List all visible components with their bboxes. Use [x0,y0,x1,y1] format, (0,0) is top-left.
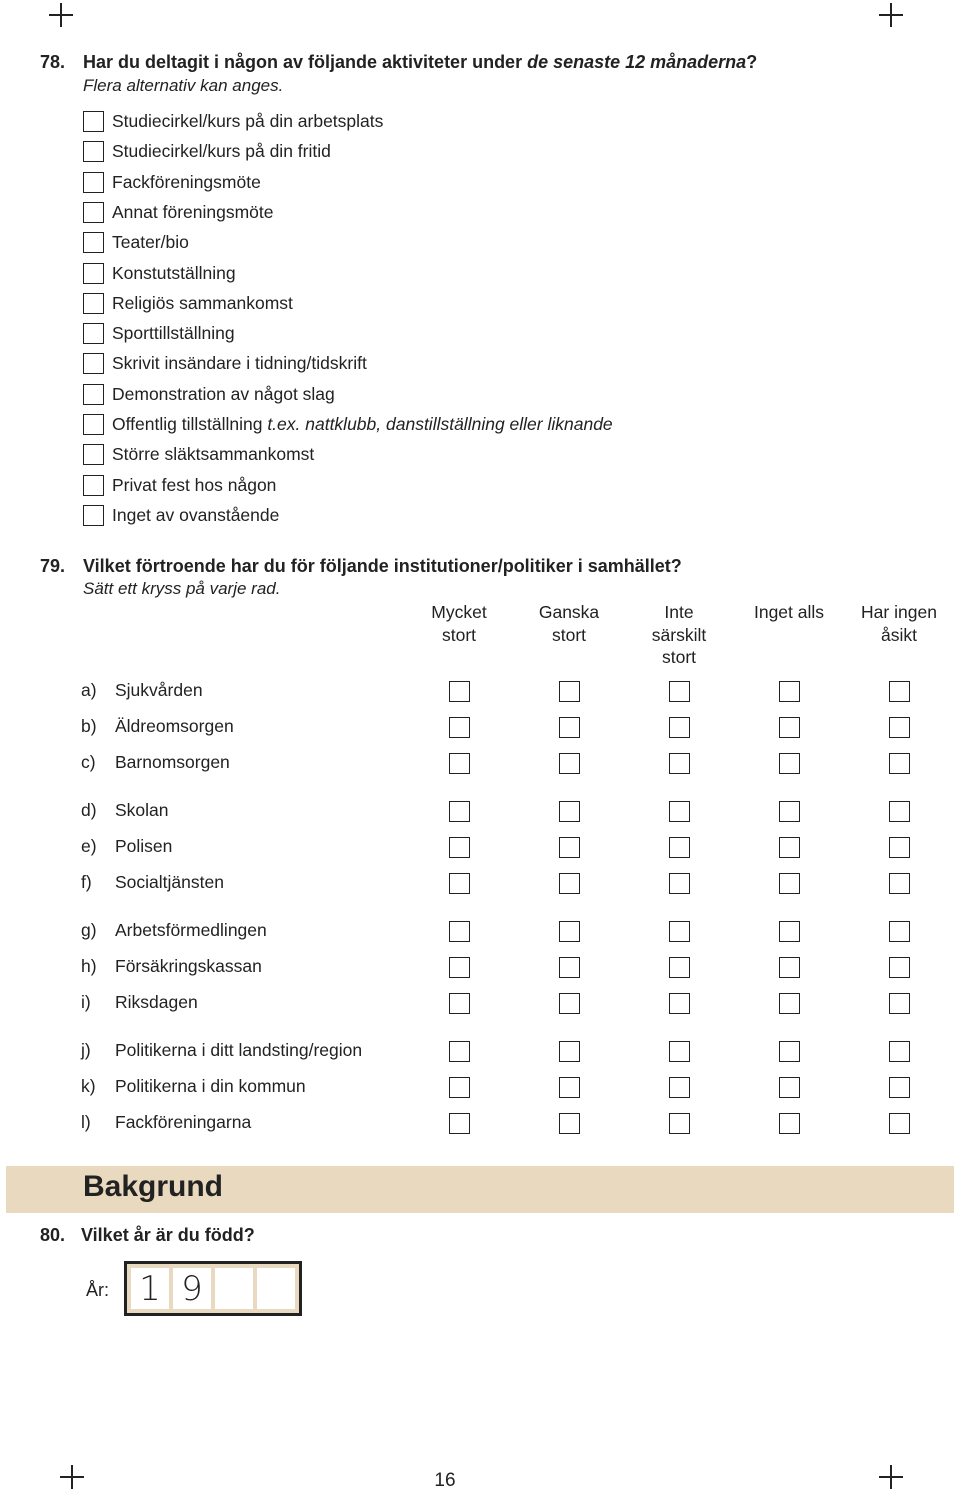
option-row[interactable] [83,412,613,436]
option-label-text: Demonstration av något slag [112,383,335,404]
option-row[interactable] [83,109,383,133]
row-letter: l) [81,1112,91,1132]
option-label [112,444,314,465]
year-digit-2[interactable]: 9 [173,1268,211,1309]
year-digit-3[interactable] [215,1268,253,1309]
option-label [112,202,274,223]
checkbox[interactable] [779,1113,800,1134]
row-label: Polisen [115,836,173,856]
column-header [404,601,514,646]
row-letter: c) [81,752,96,772]
checkbox[interactable] [449,1077,470,1098]
option-label [112,505,279,526]
checkbox[interactable] [559,717,580,738]
checkbox[interactable] [779,1077,800,1098]
row-letter: a) [81,680,97,700]
row-letter: b) [81,716,97,736]
checkbox[interactable] [779,717,800,738]
checkbox[interactable] [559,681,580,702]
checkbox[interactable] [889,1113,910,1134]
checkbox[interactable] [83,323,104,344]
column-header-line: stort [551,624,587,645]
checkbox[interactable] [449,717,470,738]
checkbox[interactable] [889,1077,910,1098]
option-row[interactable] [83,200,274,224]
checkbox[interactable] [449,957,470,978]
checkbox[interactable] [83,202,104,223]
checkbox[interactable] [779,873,800,894]
question-78-text-emphasis: de senaste 12 månaderna [527,52,747,72]
column-header [844,601,954,646]
row-label: Barnomsorgen [115,752,230,772]
checkbox[interactable] [83,293,104,314]
row-label: Äldreomsorgen [115,716,234,736]
checkbox[interactable] [449,1041,470,1062]
checkbox[interactable] [83,232,104,253]
row-letter: d) [81,800,97,820]
checkbox[interactable] [669,1077,690,1098]
column-header [514,601,624,646]
option-label [112,293,293,314]
question-80-text: Vilket år är du född? [81,1225,255,1245]
checkbox[interactable] [83,263,104,284]
checkbox[interactable] [83,353,104,374]
option-row[interactable] [83,503,279,527]
checkbox[interactable] [559,993,580,1014]
option-row[interactable] [83,442,314,466]
checkbox[interactable] [669,753,690,774]
checkbox[interactable] [889,873,910,894]
checkbox[interactable] [449,1113,470,1134]
checkbox[interactable] [779,1041,800,1062]
checkbox[interactable] [559,1113,580,1134]
column-header-line: Inte [664,602,694,622]
option-row[interactable] [83,321,235,345]
checkbox[interactable] [779,837,800,858]
row-label: Arbetsförmedlingen [115,920,267,940]
table-row [0,834,960,860]
checkbox[interactable] [449,801,470,822]
option-label [112,353,367,374]
checkbox[interactable] [669,681,690,702]
question-79-text: Vilket förtroende har du för följande institutioner/politiker i samhället? [83,556,682,576]
option-label-text: Fackföreningsmöte [112,171,261,192]
year-digit-1[interactable]: 1 [131,1268,169,1309]
row-letter: h) [81,956,97,976]
checkbox[interactable] [449,753,470,774]
checkbox[interactable] [559,873,580,894]
option-row[interactable] [83,230,189,254]
checkbox[interactable] [669,993,690,1014]
table-row [0,678,960,704]
checkbox[interactable] [559,957,580,978]
row-letter: j) [81,1040,91,1060]
checkbox[interactable] [559,921,580,942]
section-title: Bakgrund [83,1170,224,1203]
column-header-line: Mycket [431,602,487,622]
row-label: Fackföreningarna [115,1112,252,1132]
row-label: Sjukvården [115,680,203,700]
option-label-text: Teater/bio [112,231,189,252]
checkbox[interactable] [559,1041,580,1062]
column-header [624,601,734,669]
option-label-text: Inget av ovanstående [112,504,280,525]
option-row[interactable] [83,139,331,163]
checkbox[interactable] [889,1041,910,1062]
row-label: Försäkringskassan [115,956,262,976]
option-row[interactable] [83,473,276,497]
option-label [112,384,335,405]
option-label-text: Religiös sammankomst [112,292,293,313]
checkbox[interactable] [779,921,800,942]
row-label: Politikerna i din kommun [115,1076,306,1096]
option-row[interactable] [83,291,293,315]
option-label [112,414,613,435]
column-header-line: åsikt [881,624,917,645]
checkbox[interactable] [559,753,580,774]
registration-mark-top-left [49,3,73,27]
option-label-text: Studiecirkel/kurs på din fritid [112,140,331,161]
table-row [0,954,960,980]
registration-mark-bottom-right [879,1465,903,1489]
option-label-text: Skrivit insändare i tidning/tidskrift [112,352,367,373]
option-label [112,141,331,162]
option-label-example: t.ex. nattklubb, danstillställning eller liknande [267,413,613,434]
checkbox[interactable] [669,921,690,942]
checkbox[interactable] [83,444,104,465]
option-label-text: Offentlig tillställning [112,413,268,434]
question-78-text [83,52,757,73]
option-label-text: Konstutställning [112,262,236,283]
row-letter: e) [81,836,97,856]
option-label [112,232,189,253]
column-header-line: Inget alls [753,602,825,622]
table-row [0,714,960,740]
row-letter: k) [81,1076,96,1096]
table-row [0,1038,960,1064]
table-row [0,1110,960,1136]
checkbox[interactable] [83,141,104,162]
year-input-group [124,1261,302,1316]
checkbox[interactable] [889,993,910,1014]
question-80-number: 80. [40,1225,66,1245]
checkbox[interactable] [669,1113,690,1134]
checkbox[interactable] [83,414,104,435]
checkbox[interactable] [449,837,470,858]
checkbox[interactable] [889,681,910,702]
registration-mark-bottom-left [60,1465,84,1489]
row-label: Politikerna i ditt landsting/region [115,1040,363,1060]
checkbox[interactable] [559,1077,580,1098]
column-header [734,601,844,624]
checkbox[interactable] [779,753,800,774]
option-row[interactable] [83,170,261,194]
column-header-line: Har ingen [861,602,937,622]
row-label: Skolan [115,800,169,820]
checkbox[interactable] [83,111,104,132]
question-78-note: Flera alternativ kan anges. [83,76,284,95]
option-label-text: Privat fest hos någon [112,474,277,495]
checkbox[interactable] [779,801,800,822]
option-label-text: Större släktsammankomst [112,443,315,464]
checkbox[interactable] [83,384,104,405]
checkbox[interactable] [559,837,580,858]
question-79-note: Sätt ett kryss på varje rad. [83,579,281,598]
table-row [0,990,960,1016]
column-header-line: stort [661,647,697,667]
checkbox[interactable] [559,801,580,822]
table-row [0,798,960,824]
option-row[interactable] [83,382,335,406]
checkbox[interactable] [669,717,690,738]
checkbox[interactable] [83,505,104,526]
checkbox[interactable] [449,681,470,702]
question-78-text-prefix: Har du deltagit i någon av följande aktiviteter under [83,52,528,72]
row-label: Riksdagen [115,992,198,1012]
checkbox[interactable] [889,921,910,942]
option-label-text: Sporttillställning [112,322,235,343]
registration-mark-top-right [879,3,903,27]
row-label: Socialtjänsten [115,872,224,892]
checkbox[interactable] [669,837,690,858]
checkbox[interactable] [889,753,910,774]
checkbox[interactable] [889,717,910,738]
option-label-text: Annat föreningsmöte [112,201,274,222]
checkbox[interactable] [779,957,800,978]
column-header-line: särskilt [651,624,707,645]
table-row [0,1074,960,1100]
checkbox[interactable] [779,993,800,1014]
checkbox[interactable] [669,801,690,822]
row-letter: g) [81,920,97,940]
column-header-line: Ganska [538,602,600,622]
checkbox[interactable] [83,172,104,193]
option-label-text: Studiecirkel/kurs på din arbetsplats [112,110,384,131]
table-row [0,870,960,896]
option-row[interactable] [83,261,236,285]
column-header-line: stort [441,624,477,645]
option-label [112,475,276,496]
checkbox[interactable] [779,681,800,702]
checkbox[interactable] [83,475,104,496]
question-78-text-suffix: ? [746,52,758,72]
checkbox[interactable] [669,957,690,978]
checkbox[interactable] [889,957,910,978]
option-label [112,263,236,284]
question-79-number: 79. [40,556,66,576]
option-label [112,323,235,344]
row-letter: f) [81,872,92,892]
checkbox[interactable] [669,873,690,894]
year-label: År: [86,1280,110,1300]
table-row [0,750,960,776]
checkbox[interactable] [449,921,470,942]
year-digit-4[interactable] [257,1268,295,1309]
page-number: 16 [434,1470,456,1491]
option-label [112,172,261,193]
checkbox[interactable] [449,993,470,1014]
checkbox[interactable] [449,873,470,894]
checkbox[interactable] [889,837,910,858]
option-label [112,111,383,132]
checkbox[interactable] [889,801,910,822]
checkbox[interactable] [669,1041,690,1062]
table-row [0,918,960,944]
option-row[interactable] [83,351,367,375]
question-78-number: 78. [40,52,66,72]
row-letter: i) [81,992,91,1012]
